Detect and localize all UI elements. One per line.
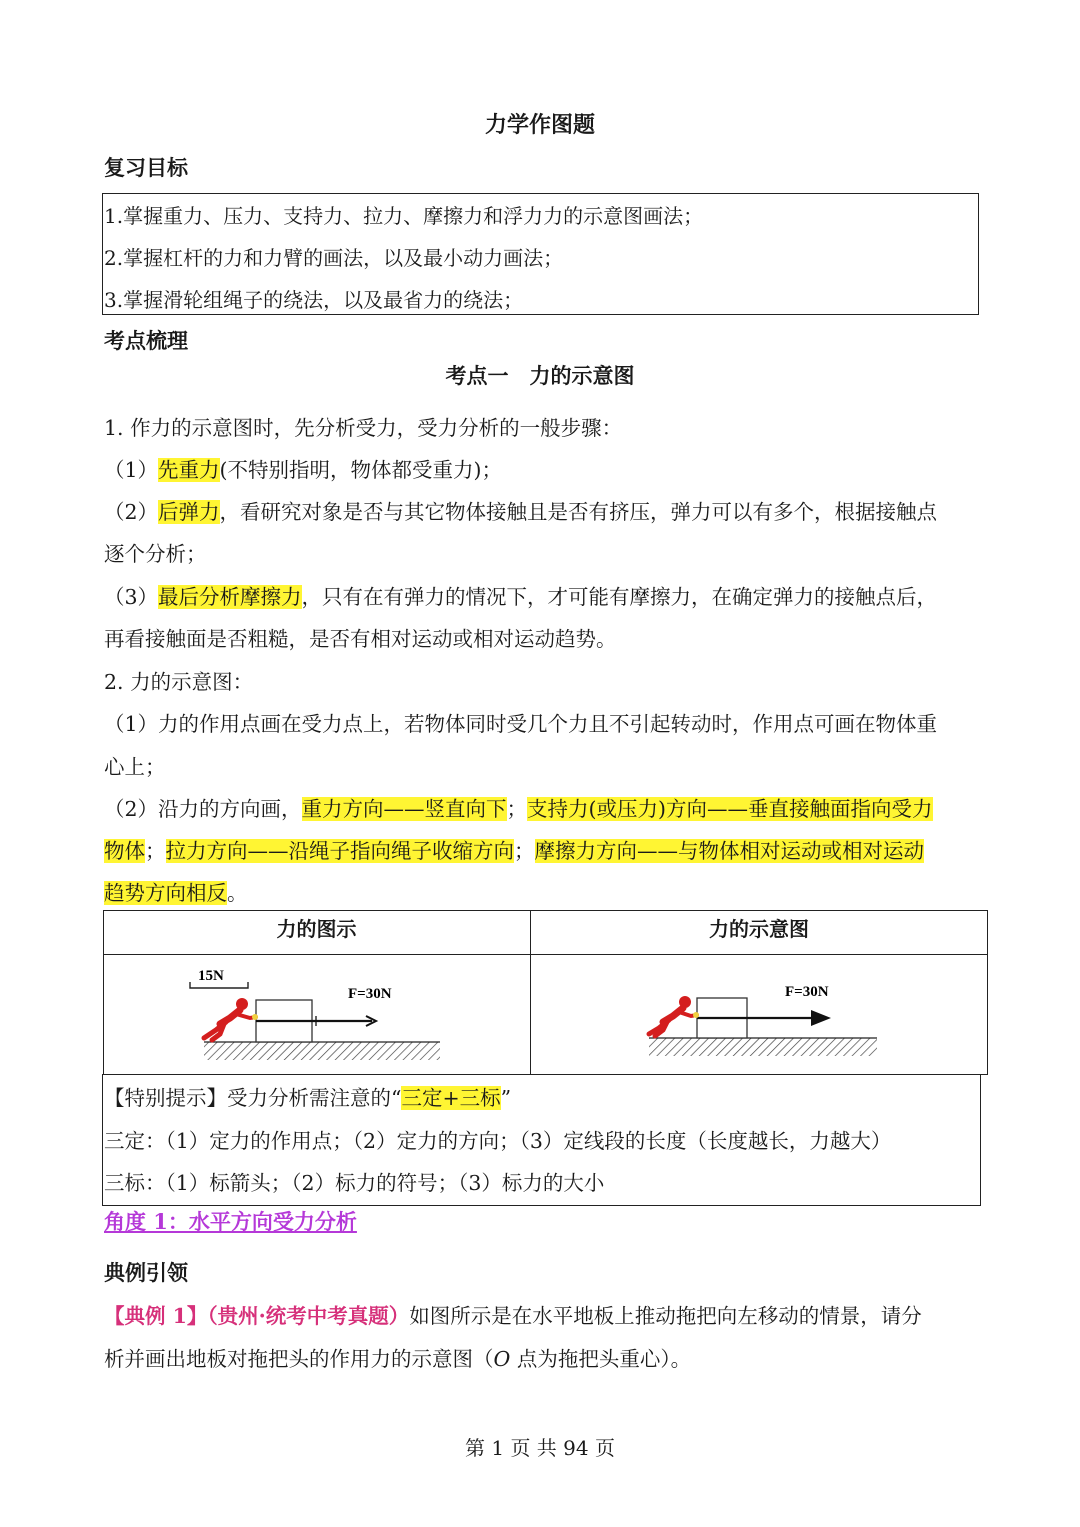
section2-intro: 2. 力的示意图： xyxy=(104,670,254,694)
item2-highlight-friction-cont: 趋势方向相反 xyxy=(104,881,227,905)
section1-intro: 1. 作力的示意图时，先分析受力，受力分析的一般步骤： xyxy=(104,416,623,440)
example-heading: 典例引领 xyxy=(104,1261,188,1285)
step3-cont: 再看接触面是否粗糙，是否有相对运动或相对运动趋势。 xyxy=(104,627,617,651)
points-heading: 考点梳理 xyxy=(104,329,188,353)
example1-line1 xyxy=(104,1299,922,1329)
item1-line1: （1）力的作用点画在受力点上，若物体同时受几个力且不引起转动时，作用点可画在物体重 xyxy=(104,712,938,736)
tip-suffix: ” xyxy=(500,1086,512,1110)
step3-highlight: 最后分析摩擦力 xyxy=(158,585,302,609)
step3-prefix: （3） xyxy=(104,585,159,609)
review-goals-heading: 复习目标 xyxy=(104,156,188,180)
step1-highlight: 先重力 xyxy=(158,458,220,482)
item2-line2 xyxy=(104,834,924,864)
example1-line2 xyxy=(104,1342,691,1372)
item1-line2: 心上； xyxy=(104,755,166,779)
step3-rest: ，只有在有弹力的情况下，才可能有摩擦力，在确定弹力的接触点后， xyxy=(301,585,938,609)
tip-prefix: 【特别提示】受力分析需注意的“ xyxy=(104,1086,402,1110)
goal-item-2: 2.掌握杠杆的力和力臂的画法，以及最小动力画法； xyxy=(104,246,564,270)
page-footer: 第 1 页 共 94 页 xyxy=(465,1436,615,1460)
step2-rest: ，看研究对象是否与其它物体接触且是否有挤压，弹力可以有多个，根据接触点 xyxy=(219,500,938,524)
step2-highlight: 后弹力 xyxy=(158,500,220,524)
step2 xyxy=(104,495,937,525)
example1-text: 析并画出地板对拖把头的作用力的示意图（ xyxy=(104,1347,494,1371)
scale-label: 15N xyxy=(198,968,224,984)
example1-text: 如图所示是在水平地板上推动拖把向左移动的情景，请分 xyxy=(409,1304,922,1328)
force-label: F=30N xyxy=(348,986,392,1002)
step2-cont: 逐个分析； xyxy=(104,542,207,566)
ground xyxy=(204,1042,440,1060)
item2-highlight-support-cont: 物体 xyxy=(104,839,145,863)
item2-highlight-friction: 摩擦力方向——与物体相对运动或相对运动 xyxy=(534,839,924,863)
person-pushing-icon xyxy=(204,998,258,1040)
item2-end: 。 xyxy=(227,881,248,905)
item2-sep: ； xyxy=(145,839,166,863)
table-header-force-schematic: 力的示意图 xyxy=(709,917,809,941)
step1-prefix: （1） xyxy=(104,458,159,482)
tip-highlight: 三定+三标 xyxy=(401,1086,501,1110)
item2-highlight-tension: 拉力方向——沿绳子指向绳子收缩方向 xyxy=(165,839,514,863)
step1-rest: (不特别指明，物体都受重力)； xyxy=(219,458,503,482)
arrow-icon xyxy=(811,1010,831,1026)
person-pushing-icon xyxy=(649,996,699,1036)
item2-line1 xyxy=(104,792,933,822)
example1-text: 点为拖把头重心）。 xyxy=(510,1347,692,1371)
item2-sep: ； xyxy=(506,797,528,821)
force-schematic-diagram xyxy=(625,960,905,1070)
point1-heading: 考点一 力的示意图 xyxy=(445,364,635,388)
goal-item-1: 1.掌握重力、压力、支持力、拉力、摩擦力和浮力力的示意图画法； xyxy=(104,204,704,228)
force-graphic-diagram xyxy=(180,960,460,1070)
ground xyxy=(649,1038,877,1056)
step1 xyxy=(104,453,502,483)
page-title: 力学作图题 xyxy=(484,113,595,138)
tip-line1 xyxy=(104,1081,511,1111)
angle-1-heading: 角度 1：水平方向受力分析 xyxy=(104,1209,357,1234)
example1-label: 【典例 1】（贵州·统考中考真题） xyxy=(104,1304,410,1328)
item2-line3 xyxy=(104,876,248,906)
goal-item-3: 3.掌握滑轮组绳子的绕法，以及最省力的绕法； xyxy=(104,288,524,312)
point-o-label: O xyxy=(493,1347,511,1371)
step2-prefix: （2） xyxy=(104,500,159,524)
item2-sep: ； xyxy=(514,839,535,863)
table-header-force-graphic: 力的图示 xyxy=(276,917,357,941)
item2-highlight-gravity: 重力方向——竖直向下 xyxy=(301,797,507,821)
tip-line3: 三标：（1）标箭头；（2）标力的符号；（3）标力的大小 xyxy=(104,1171,605,1195)
tip-line2: 三定：（1）定力的作用点；（2）定力的方向；（3）定线段的长度（长度越长，力越大） xyxy=(104,1129,892,1153)
step3 xyxy=(104,580,937,610)
item2-highlight-support: 支持力(或压力)方向——垂直接触面指向受力 xyxy=(527,797,933,821)
item2-prefix: （2）沿力的方向画， xyxy=(104,797,302,821)
force-label: F=30N xyxy=(785,984,829,1000)
